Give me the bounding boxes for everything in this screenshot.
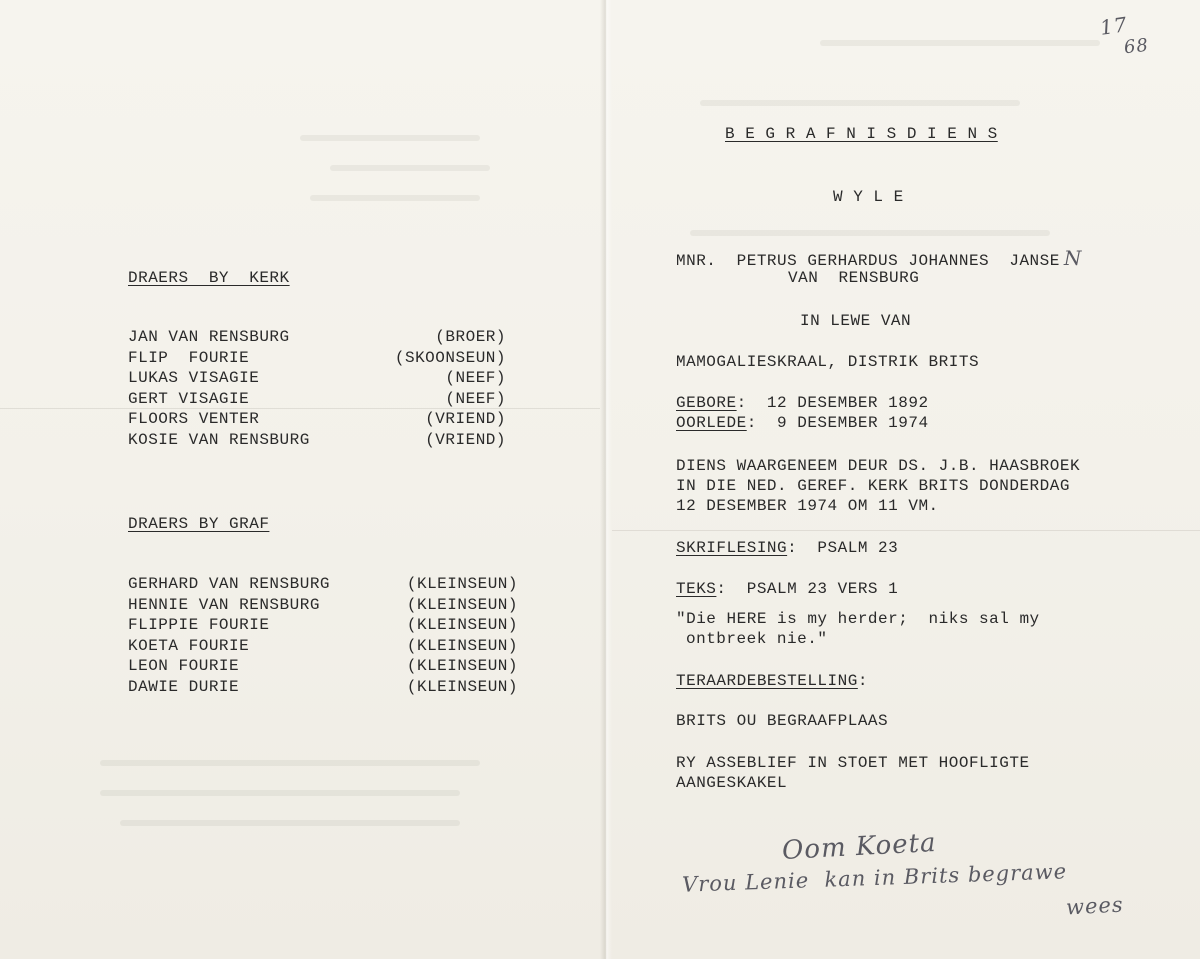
paper-crease	[612, 530, 1200, 531]
quote-line-2: ontbreek nie."	[686, 630, 828, 648]
scripture-reading	[676, 538, 898, 558]
bearer-name: DAWIE DURIE	[128, 677, 240, 696]
bearer-relation: (KLEINSEUN)	[406, 636, 518, 655]
birth-value: : 12 DESEMBER 1892	[736, 394, 929, 412]
bearer-name: GERT VISAGIE	[128, 389, 250, 408]
service-line-3: 12 DESEMBER 1974 OM 11 VM.	[676, 497, 939, 515]
deceased-name-line-1: MNR. PETRUS GERHARDUS JOHANNES JANSE N	[676, 246, 1083, 270]
bearer-name: HENNIE VAN RENSBURG	[128, 595, 320, 614]
in-lewe-van: IN LEWE VAN	[800, 312, 912, 330]
page-title: B E G R A F N I S D I E N S	[725, 125, 998, 143]
show-through-text	[100, 790, 460, 796]
quote-line-1: "Die HERE is my herder; niks sal my	[676, 610, 1040, 628]
graf-bearers-heading: DRAERS BY GRAF	[128, 515, 270, 533]
show-through-text	[690, 230, 1050, 236]
graf-bearers-list	[128, 574, 518, 697]
bearer-relation: (KLEINSEUN)	[406, 595, 518, 614]
list-item	[128, 368, 506, 389]
center-fold	[600, 0, 612, 959]
cemetery: BRITS OU BEGRAAFPLAAS	[676, 712, 889, 730]
bearer-relation: (KLEINSEUN)	[406, 657, 518, 675]
list-item	[128, 615, 518, 636]
wyle-label: W Y L E	[833, 188, 904, 206]
handwritten-note: Oom Koeta	[781, 827, 938, 867]
procession-line-1: RY ASSEBLIEF IN STOET MET HOOFLIGTE	[676, 754, 1030, 772]
handwritten-note: wees	[1065, 892, 1125, 920]
list-item	[128, 574, 518, 595]
scripture-label: SKRIFLESING	[676, 539, 788, 557]
birth-label: GEBORE	[676, 394, 737, 412]
show-through-text	[310, 195, 480, 201]
kerk-bearers-heading: DRAERS BY KERK	[128, 269, 290, 287]
text-label: TEKS	[676, 580, 717, 598]
bearer-relation: (BROER)	[435, 328, 506, 346]
bearer-name: FLIPPIE FOURIE	[128, 616, 270, 634]
bearer-name: GERHARD VAN RENSBURG	[128, 575, 331, 593]
sermon-text	[676, 579, 898, 599]
list-item	[128, 327, 506, 348]
kerk-bearers-list	[128, 327, 506, 450]
bearer-relation: (NEEF)	[445, 389, 506, 408]
list-item	[128, 348, 506, 369]
list-item	[128, 595, 518, 616]
show-through-text	[120, 820, 460, 826]
bearer-name: KOETA FOURIE	[128, 636, 250, 655]
bearer-name: JAN VAN RENSBURG	[128, 328, 290, 346]
bearer-relation: (VRIEND)	[425, 410, 506, 428]
residence: MAMOGALIESKRAAL, DISTRIK BRITS	[676, 353, 980, 371]
handwritten-note: Vrou Lenie kan in Brits begrawe	[681, 859, 1068, 897]
procession-line-2: AANGESKAKEL	[676, 774, 788, 792]
list-item	[128, 656, 518, 677]
handwritten-n: N	[1063, 246, 1083, 270]
text-value: : PSALM 23 VERS 1	[716, 580, 899, 598]
death-value: : 9 DESEMBER 1974	[746, 414, 929, 432]
burial-label: TERAARDEBESTELLING	[676, 672, 858, 690]
bearer-relation: (KLEINSEUN)	[406, 616, 518, 634]
bearer-name: LUKAS VISAGIE	[128, 369, 260, 387]
service-line-2: IN DIE NED. GEREF. KERK BRITS DONDERDAG	[676, 477, 1070, 495]
handwritten-number: 17	[1098, 12, 1129, 40]
show-through-text	[330, 165, 490, 171]
bearer-relation: (KLEINSEUN)	[406, 575, 518, 593]
birth-line	[676, 393, 929, 413]
death-line	[676, 413, 929, 433]
bearer-name: LEON FOURIE	[128, 657, 240, 675]
list-item	[128, 389, 506, 410]
death-label: OORLEDE	[676, 414, 747, 432]
service-line-1: DIENS WAARGENEEM DEUR DS. J.B. HAASBROEK	[676, 457, 1081, 475]
bearer-name: KOSIE VAN RENSBURG	[128, 430, 310, 449]
show-through-text	[300, 135, 480, 141]
bearer-relation: (VRIEND)	[425, 430, 506, 449]
bearer-relation: (SKOONSEUN)	[394, 348, 506, 367]
list-item	[128, 677, 518, 698]
bearer-relation: (KLEINSEUN)	[406, 677, 518, 696]
list-item	[128, 636, 518, 657]
scripture-value: : PSALM 23	[787, 539, 899, 557]
show-through-text	[700, 100, 1020, 106]
bearer-name: FLOORS VENTER	[128, 410, 260, 428]
list-item	[128, 409, 506, 430]
show-through-text	[100, 760, 480, 766]
handwritten-number: 68	[1122, 34, 1150, 59]
deceased-name-line-2: VAN RENSBURG	[788, 269, 920, 287]
burial-heading: TERAARDEBESTELLING:	[676, 672, 868, 690]
show-through-text	[820, 40, 1100, 46]
bearer-name: FLIP FOURIE	[128, 348, 250, 367]
bearer-relation: (NEEF)	[445, 369, 506, 387]
list-item	[128, 430, 506, 451]
